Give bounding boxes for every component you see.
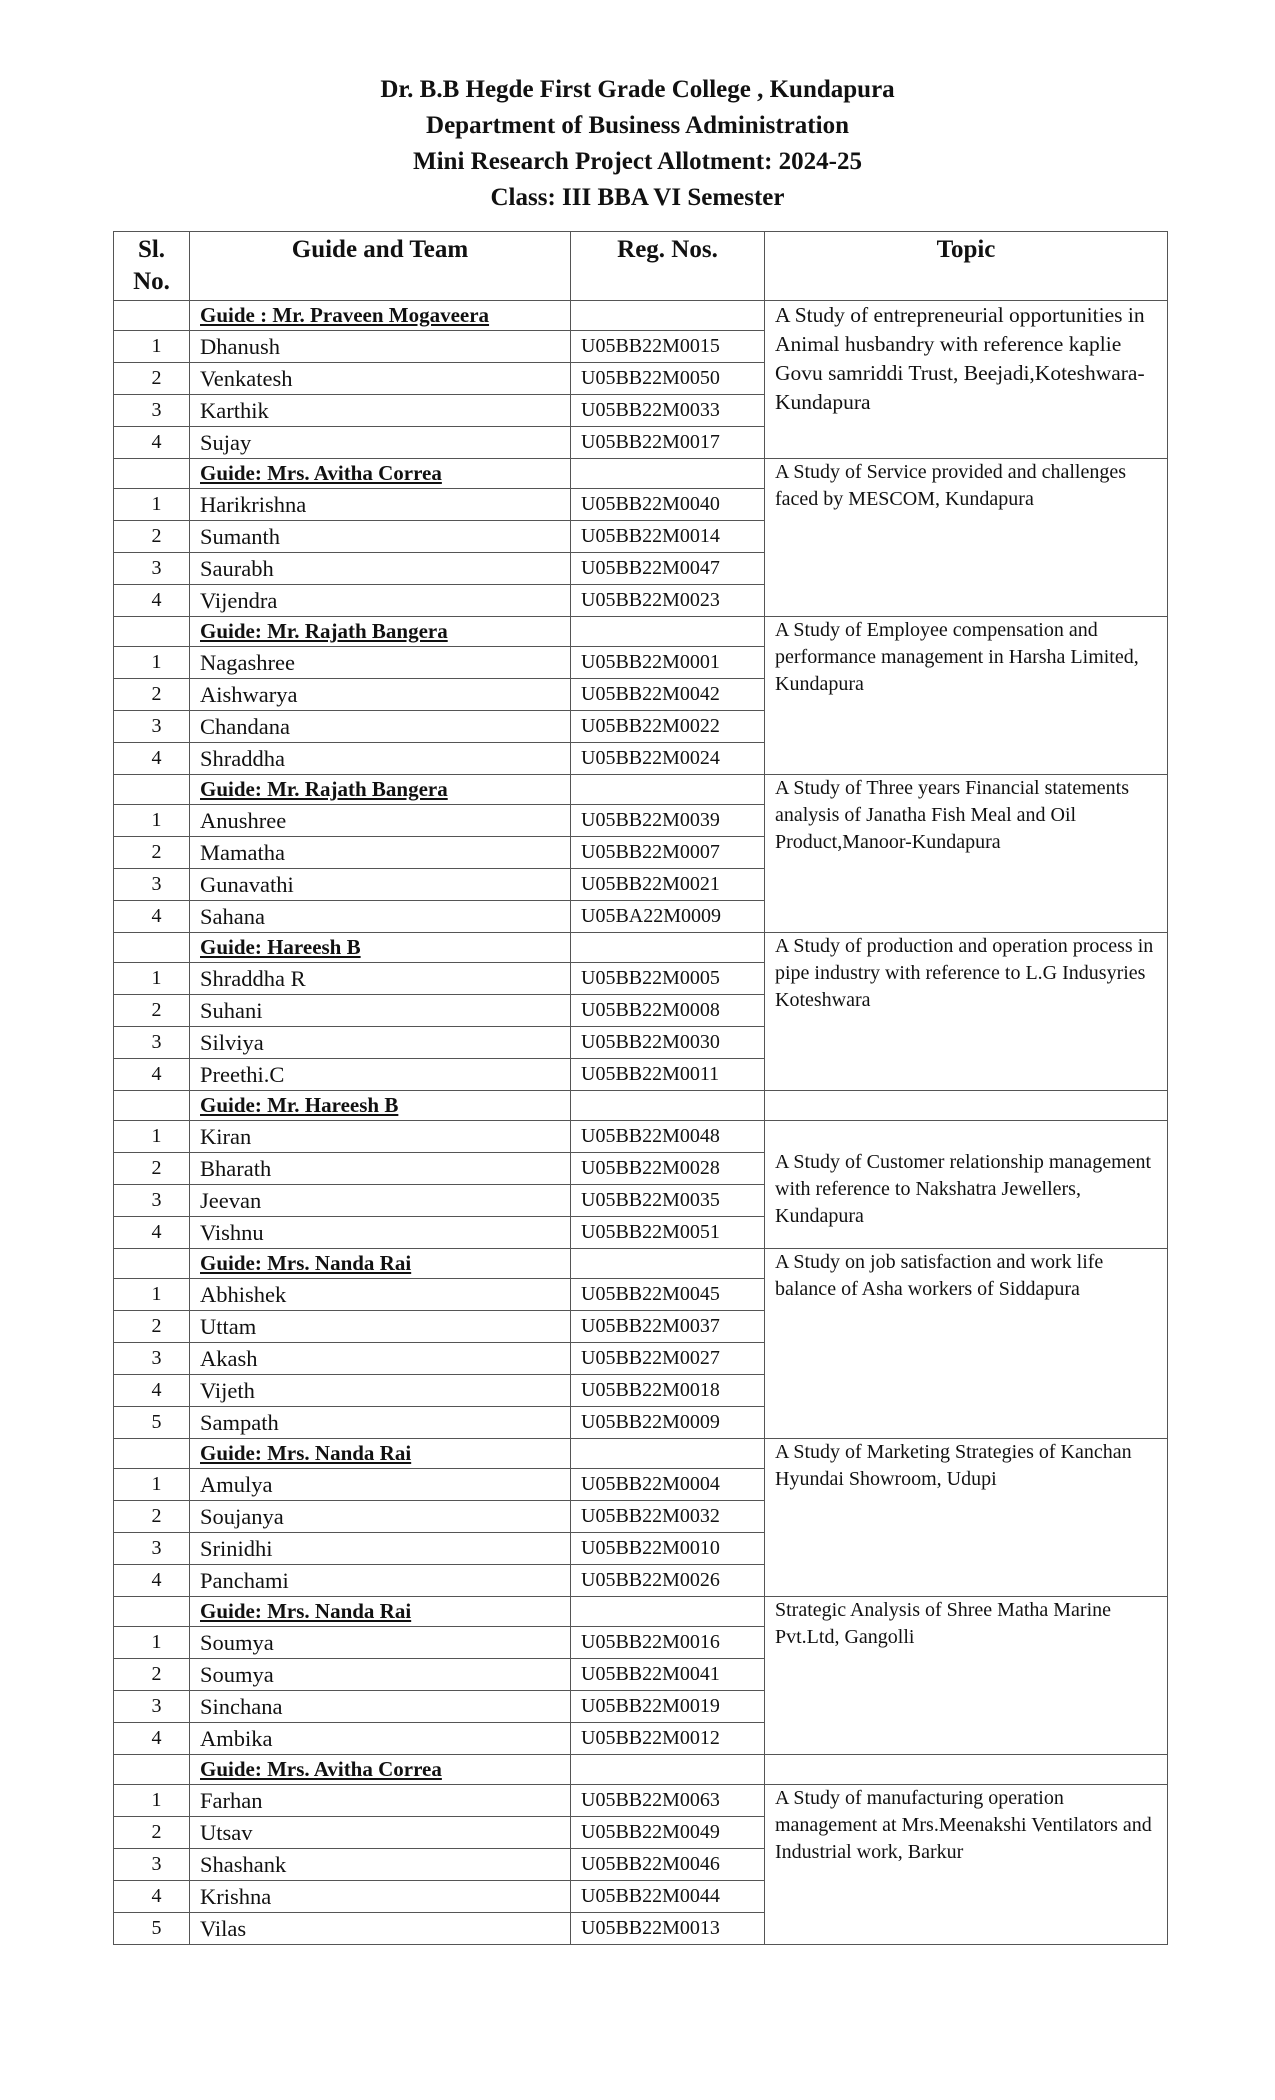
member-sl: 3 [114,1185,190,1217]
member-name: Utsav [190,1817,571,1849]
member-sl: 1 [114,647,190,679]
member-sl: 1 [114,963,190,995]
member-sl: 3 [114,1849,190,1881]
member-sl: 1 [114,805,190,837]
guide-row [114,1091,1168,1121]
guide-name: Guide: Mrs. Avitha Correa [190,459,571,489]
member-name: Sampath [190,1407,571,1439]
guide-row-reg [571,301,765,331]
member-reg-no: U05BB22M0022 [571,711,765,743]
member-reg-no: U05BB22M0040 [571,489,765,521]
project-topic: A Study of Employee compensation and performance management in Harsha Limited, Kundapura [765,617,1168,775]
member-reg-no: U05BB22M0011 [571,1059,765,1091]
member-sl: 1 [114,331,190,363]
member-sl: 2 [114,363,190,395]
guide-row-reg [571,775,765,805]
member-name: Ambika [190,1723,571,1755]
member-name: Soujanya [190,1501,571,1533]
member-sl: 3 [114,1691,190,1723]
member-reg-no: U05BB22M0012 [571,1723,765,1755]
member-name: Uttam [190,1311,571,1343]
member-reg-no: U05BB22M0037 [571,1311,765,1343]
guide-row-sl [114,459,190,489]
member-name: Vishnu [190,1217,571,1249]
member-sl: 3 [114,395,190,427]
guide-row-sl [114,617,190,647]
member-name: Krishna [190,1881,571,1913]
guide-name: Guide: Mrs. Nanda Rai [190,1249,571,1279]
member-name: Srinidhi [190,1533,571,1565]
project-topic: A Study of Three years Financial statements analysis of Janatha Fish Meal and Oil Product,Manoor-Kundapura [765,775,1168,933]
member-name: Soumya [190,1659,571,1691]
member-sl: 4 [114,1375,190,1407]
guide-name: Guide: Mrs. Avitha Correa [190,1755,571,1785]
member-name: Sinchana [190,1691,571,1723]
member-sl: 4 [114,1059,190,1091]
member-reg-no: U05BA22M0009 [571,901,765,933]
member-reg-no: U05BB22M0045 [571,1279,765,1311]
document-header [0,72,1275,216]
member-name: Soumya [190,1627,571,1659]
member-reg-no: U05BB22M0010 [571,1533,765,1565]
guide-row [114,1439,1168,1469]
guide-row-reg [571,459,765,489]
guide-row [114,301,1168,331]
member-name: Vilas [190,1913,571,1945]
guide-row-sl [114,933,190,963]
member-reg-no: U05BB22M0063 [571,1785,765,1817]
table-row [114,1121,1168,1153]
member-name: Preethi.C [190,1059,571,1091]
class-name: Class: III BBA VI Semester [490,184,785,211]
member-reg-no: U05BB22M0030 [571,1027,765,1059]
allotment-title: Mini Research Project Allotment: 2024-25 [413,148,862,175]
member-sl: 2 [114,679,190,711]
guide-row-sl [114,1597,190,1627]
member-name: Jeevan [190,1185,571,1217]
member-sl: 1 [114,1121,190,1153]
member-name: Amulya [190,1469,571,1501]
member-reg-no: U05BB22M0050 [571,363,765,395]
member-reg-no: U05BB22M0001 [571,647,765,679]
guide-name: Guide : Mr. Praveen Mogaveera [190,301,571,331]
guide-name: Guide: Mr. Rajath Bangera [190,617,571,647]
member-name: Panchami [190,1565,571,1597]
member-reg-no: U05BB22M0041 [571,1659,765,1691]
member-sl: 4 [114,743,190,775]
guide-name: Guide: Mrs. Nanda Rai [190,1597,571,1627]
project-topic: A Study of Service provided and challenges faced by MESCOM, Kundapura [765,459,1168,617]
member-reg-no: U05BB22M0047 [571,553,765,585]
member-reg-no: U05BB22M0015 [571,331,765,363]
allotment-table [113,231,1168,1945]
member-name: Gunavathi [190,869,571,901]
member-sl: 3 [114,553,190,585]
project-topic: Strategic Analysis of Shree Matha Marine Pvt.Ltd, Gangolli [765,1597,1168,1755]
member-sl: 3 [114,1027,190,1059]
guide-row-reg [571,1091,765,1121]
member-name: Mamatha [190,837,571,869]
member-sl: 1 [114,489,190,521]
guide-row-sl [114,775,190,805]
project-topic: A Study of manufacturing operation management at Mrs.Meenakshi Ventilators and Industrial work, Barkur [765,1785,1168,1945]
member-sl: 2 [114,995,190,1027]
member-name: Venkatesh [190,363,571,395]
member-sl: 2 [114,1501,190,1533]
member-sl: 1 [114,1279,190,1311]
member-reg-no: U05BB22M0004 [571,1469,765,1501]
guide-name: Guide: Mr. Rajath Bangera [190,775,571,805]
member-sl: 1 [114,1785,190,1817]
member-name: Suhani [190,995,571,1027]
guide-row-sl [114,1439,190,1469]
member-name: Sumanth [190,521,571,553]
member-name: Chandana [190,711,571,743]
guide-name: Guide: Mr. Hareesh B [190,1091,571,1121]
guide-row [114,1755,1168,1785]
member-sl: 2 [114,521,190,553]
member-sl: 2 [114,1659,190,1691]
project-topic: A Study of entrepreneurial opportunities in Animal husbandry with reference kaplie Govu samriddi Trust, Beejadi,Koteshwara-Kundapura [765,301,1168,459]
member-reg-no: U05BB22M0023 [571,585,765,617]
member-reg-no: U05BB22M0033 [571,395,765,427]
member-sl: 2 [114,1817,190,1849]
member-reg-no: U05BB22M0028 [571,1153,765,1185]
guide-row [114,617,1168,647]
member-reg-no: U05BB22M0024 [571,743,765,775]
guide-name: Guide: Mrs. Nanda Rai [190,1439,571,1469]
member-name: Anushree [190,805,571,837]
member-reg-no: U05BB22M0005 [571,963,765,995]
member-sl: 1 [114,1627,190,1659]
col-header-guide: Guide and Team [190,232,571,301]
guide-row [114,933,1168,963]
table-row [114,1785,1168,1817]
member-sl: 3 [114,869,190,901]
guide-row-reg [571,1755,765,1785]
member-name: Sahana [190,901,571,933]
member-reg-no: U05BB22M0017 [571,427,765,459]
project-topic: A Study on job satisfaction and work life balance of Asha workers of Siddapura [765,1249,1168,1439]
member-name: Vijeth [190,1375,571,1407]
member-reg-no: U05BB22M0009 [571,1407,765,1439]
guide-row-reg [571,617,765,647]
member-name: Shraddha R [190,963,571,995]
member-sl: 5 [114,1913,190,1945]
project-topic: A Study of Marketing Strategies of Kanchan Hyundai Showroom, Udupi [765,1439,1168,1597]
guide-row-reg [571,933,765,963]
guide-row-reg [571,1249,765,1279]
guide-row-reg [571,1439,765,1469]
member-sl: 4 [114,1565,190,1597]
member-reg-no: U05BB22M0014 [571,521,765,553]
guide-row [114,459,1168,489]
member-reg-no: U05BB22M0019 [571,1691,765,1723]
guide-name: Guide: Hareesh B [190,933,571,963]
member-name: Saurabh [190,553,571,585]
member-sl: 4 [114,1881,190,1913]
member-reg-no: U05BB22M0013 [571,1913,765,1945]
member-reg-no: U05BB22M0021 [571,869,765,901]
member-sl: 4 [114,1723,190,1755]
member-reg-no: U05BB22M0026 [571,1565,765,1597]
member-reg-no: U05BB22M0048 [571,1121,765,1153]
member-reg-no: U05BB22M0032 [571,1501,765,1533]
member-reg-no: U05BB22M0042 [571,679,765,711]
guide-row-sl [114,301,190,331]
guide-row [114,1597,1168,1627]
member-name: Akash [190,1343,571,1375]
member-reg-no: U05BB22M0016 [571,1627,765,1659]
member-reg-no: U05BB22M0008 [571,995,765,1027]
member-sl: 3 [114,1533,190,1565]
member-name: Shraddha [190,743,571,775]
member-sl: 1 [114,1469,190,1501]
col-header-sl: Sl. No. [114,232,190,301]
member-name: Bharath [190,1153,571,1185]
member-reg-no: U05BB22M0039 [571,805,765,837]
member-sl: 4 [114,901,190,933]
member-sl: 3 [114,711,190,743]
table-header-row [114,232,1168,301]
topic-empty-cell [765,1091,1168,1121]
member-name: Vijendra [190,585,571,617]
member-name: Abhishek [190,1279,571,1311]
col-header-topic: Topic [765,232,1168,301]
member-name: Silviya [190,1027,571,1059]
member-reg-no: U05BB22M0027 [571,1343,765,1375]
member-reg-no: U05BB22M0051 [571,1217,765,1249]
member-name: Aishwarya [190,679,571,711]
guide-row-sl [114,1249,190,1279]
topic-empty-cell [765,1755,1168,1785]
member-reg-no: U05BB22M0046 [571,1849,765,1881]
member-sl: 2 [114,1153,190,1185]
member-name: Dhanush [190,331,571,363]
member-name: Kiran [190,1121,571,1153]
department-name: Department of Business Administration [426,112,849,139]
member-reg-no: U05BB22M0044 [571,1881,765,1913]
project-topic: A Study of Customer relationship management with reference to Nakshatra Jewellers, Kundapura [765,1121,1168,1249]
member-sl: 2 [114,837,190,869]
member-sl: 4 [114,585,190,617]
project-topic: A Study of production and operation process in pipe industry with reference to L.G Indusyries Koteshwara [765,933,1168,1091]
college-name: Dr. B.B Hegde First Grade College , Kundapura [380,76,895,103]
guide-row [114,1249,1168,1279]
member-reg-no: U05BB22M0035 [571,1185,765,1217]
member-sl: 3 [114,1343,190,1375]
member-name: Nagashree [190,647,571,679]
member-sl: 4 [114,427,190,459]
table-body [114,301,1168,1945]
member-reg-no: U05BB22M0007 [571,837,765,869]
member-name: Karthik [190,395,571,427]
member-name: Farhan [190,1785,571,1817]
member-sl: 4 [114,1217,190,1249]
member-sl: 5 [114,1407,190,1439]
guide-row-sl [114,1755,190,1785]
member-reg-no: U05BB22M0049 [571,1817,765,1849]
col-header-reg: Reg. Nos. [571,232,765,301]
member-name: Sujay [190,427,571,459]
member-reg-no: U05BB22M0018 [571,1375,765,1407]
member-name: Harikrishna [190,489,571,521]
member-name: Shashank [190,1849,571,1881]
guide-row-reg [571,1597,765,1627]
guide-row-sl [114,1091,190,1121]
member-sl: 2 [114,1311,190,1343]
guide-row [114,775,1168,805]
